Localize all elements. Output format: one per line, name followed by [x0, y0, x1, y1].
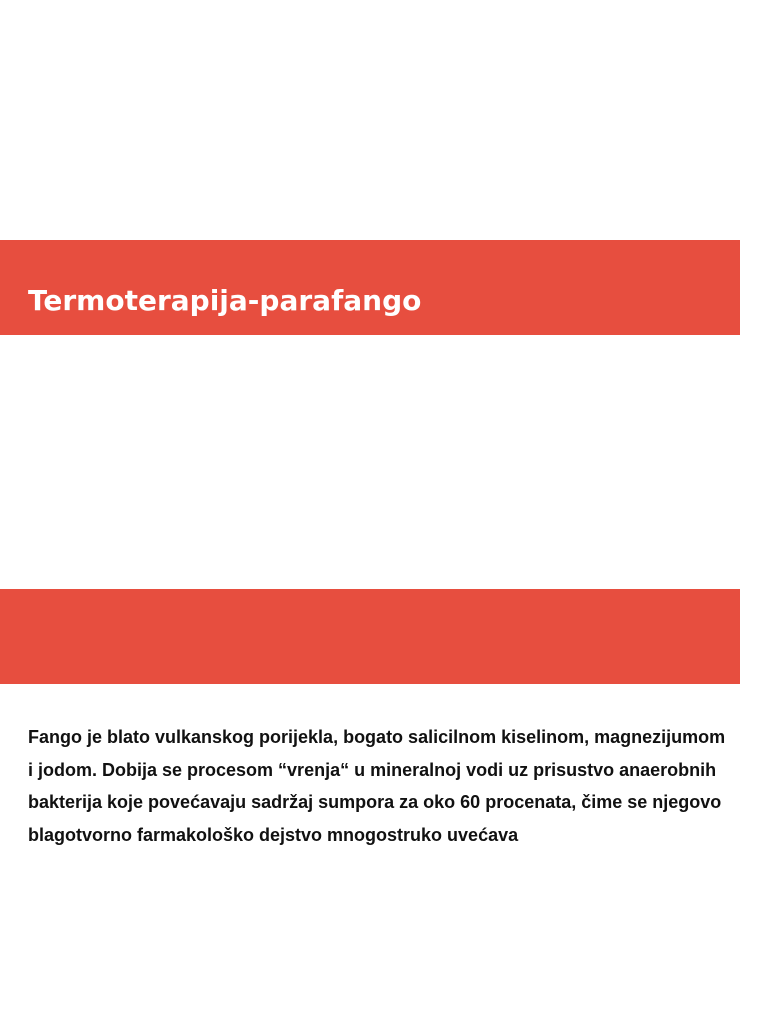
body-paragraph: Fango je blato vulkanskog porijekla, bogato salicilnom kiselinom, magnezijumom i jodom. Dobija se procesom “vrenja“ u mineralnoj vodi uz prisustvo anaerobnih bakterija koje povećavaju sadržaj sumpora za oko 60 procenata, čime se njegovo blagotvorno farmakološko dejstvo mnogostruko uvećava: [28, 727, 726, 845]
page-title: Termoterapija-parafango: [28, 284, 422, 317]
section-banner: [0, 589, 740, 684]
